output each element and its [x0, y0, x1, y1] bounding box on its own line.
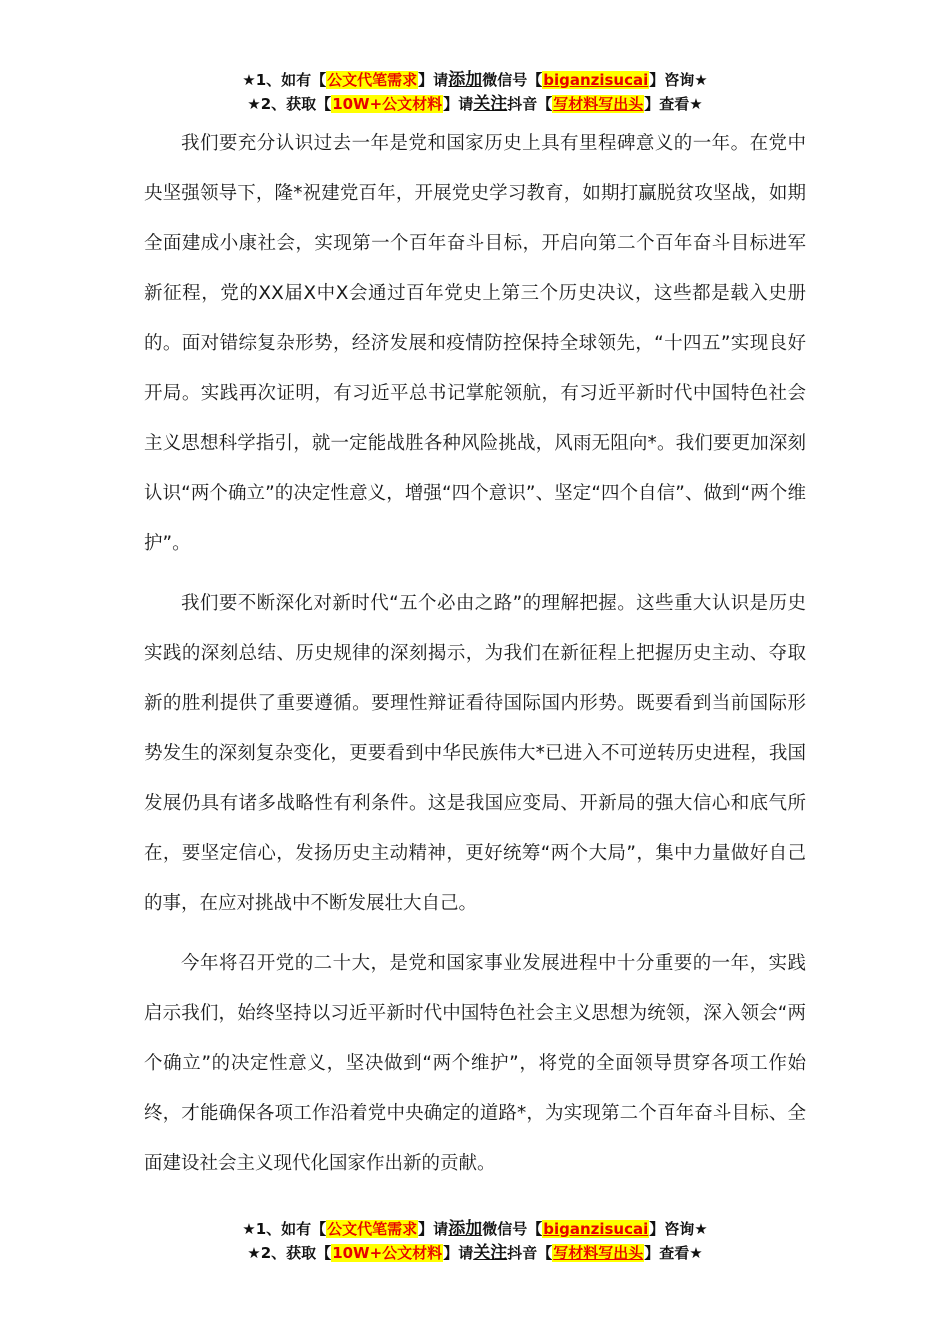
materials-highlight: 10W+公文材料 [332, 1244, 443, 1262]
ghostwriting-highlight: 公文代笔需求 [327, 1220, 418, 1238]
wechat-id-link[interactable]: biganzisucai [543, 1220, 649, 1238]
follow-emphasis: 关注 [473, 94, 508, 114]
paragraph-1: 我们要充分认识过去一年是党和国家历史上具有里程碑意义的一年。在党中央坚强领导下，隆*祝建党百年，开展党史学习教育，如期打赢脱贫攻坚战，如期全面建成小康社会，实现第一个百年奋斗目标，开启向第二个百年奋斗目标进军新征程，党的XX届X中X会通过百年党史上第三个历史决议，这些都是载入史册的。面对错综复杂形势，经济发展和疫情防控保持全球领先，“十四五”实现良好开局。实践再次证明，有习近平总书记掌舵领航，有习近平新时代中国特色社会主义思想科学指引，就一定能战胜各种风险挑战，风雨无阻向*。我们要更加深刻认识“两个确立”的决定性意义，增强“四个意识”、坚定“四个自信”、做到“两个维护”。 [144, 133, 806, 554]
materials-highlight: 10W+公文材料 [332, 95, 443, 113]
promo-line-2: ★2、获取【10W+公文材料】请关注抖音【写材料写出头】查看★ [247, 94, 703, 114]
paragraph-2: 我们要不断深化对新时代“五个必由之路”的理解把握。这些重大认识是历史实践的深刻总结、历史规律的深刻揭示，为我们在新征程上把握历史主动、夺取新的胜利提供了重要遵循。要理性辩证看待国际国内形势。既要看到当前国际形势发生的深刻复杂变化，更要看到中华民族伟大*已进入不可逆转历史进程，我国发展仍具有诸多战略性有利条件。这是我国应变局、开新局的强大信心和底气所在，要坚定信心，发扬历史主动精神，更好统筹“两个大局”，集中力量做好自己的事，在应对挑战中不断发展壮大自己。 [144, 593, 806, 914]
promo-banner-top [0, 68, 950, 116]
promo-line-2: ★2、获取【10W+公文材料】请关注抖音【写材料写出头】查看★ [247, 1243, 703, 1263]
promo-line-1: ★1、如有【公文代笔需求】请添加微信号【biganzisucai】咨询★ [242, 1219, 708, 1239]
douyin-account-link[interactable]: 写材料写出头 [553, 1244, 644, 1262]
wechat-id-link[interactable]: biganzisucai [543, 71, 649, 89]
douyin-account-link[interactable]: 写材料写出头 [553, 95, 644, 113]
ghostwriting-highlight: 公文代笔需求 [327, 71, 418, 89]
promo-line-1: ★1、如有【公文代笔需求】请添加微信号【biganzisucai】咨询★ [242, 70, 708, 90]
document-body [144, 119, 806, 1189]
add-emphasis: 添加 [448, 70, 483, 90]
promo-banner-bottom [0, 1217, 950, 1265]
follow-emphasis: 关注 [473, 1243, 508, 1263]
add-emphasis: 添加 [448, 1219, 483, 1239]
paragraph-3: 今年将召开党的二十大，是党和国家事业发展进程中十分重要的一年，实践启示我们，始终坚持以习近平新时代中国特色社会主义思想为统领，深入领会“两个确立”的决定性意义，坚决做到“两个维护”，将党的全面领导贯穿各项工作始终，才能确保各项工作沿着党中央确定的道路*，为实现第二个百年奋斗目标、全面建设社会主义现代化国家作出新的贡献。 [144, 953, 806, 1174]
